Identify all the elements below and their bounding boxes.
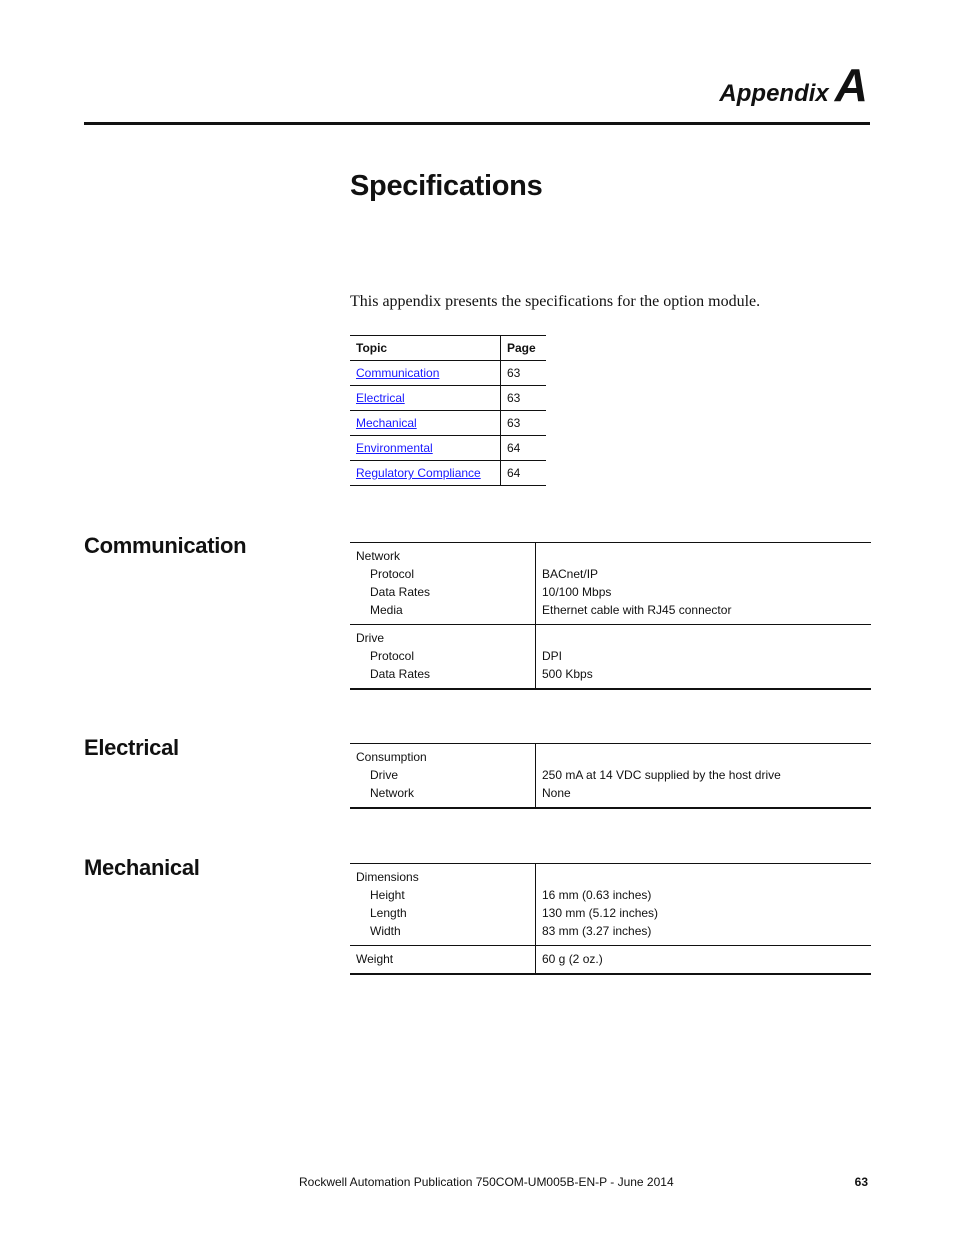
table-row xyxy=(350,461,546,486)
topic-page: 63 xyxy=(501,386,547,411)
topic-page: 64 xyxy=(501,436,547,461)
spec-item-value: 500 Kbps xyxy=(542,667,593,681)
appendix-letter: A xyxy=(834,59,868,111)
spec-item-label: Network xyxy=(370,786,415,800)
page-title: Specifications xyxy=(350,170,543,202)
intro-text: This appendix presents the specifications for the option module. xyxy=(350,293,761,310)
spec-item-label: Height xyxy=(370,888,405,902)
table-row xyxy=(350,744,871,809)
spec-item-label: Width xyxy=(370,924,401,938)
spec-item-value: DPI xyxy=(542,649,563,663)
spec-item-label: Data Rates xyxy=(370,667,431,681)
section-heading-communication: Communication xyxy=(84,533,247,558)
topic-table xyxy=(350,335,546,486)
topic-page: 63 xyxy=(501,361,547,386)
spec-item-value: 60 g (2 oz.) xyxy=(536,946,872,975)
topic-link-electrical[interactable]: Electrical xyxy=(356,391,405,405)
spec-group-label: Drive xyxy=(356,631,385,645)
appendix-word: Appendix xyxy=(719,80,829,107)
spec-item-value: BACnet/IP xyxy=(542,567,599,581)
spec-item-label: Data Rates xyxy=(370,585,431,599)
appendix-label xyxy=(719,58,868,112)
spec-item-value: 10/100 Mbps xyxy=(542,585,612,599)
page-header: Page xyxy=(501,336,547,361)
spec-group-label: Weight xyxy=(350,946,536,975)
topic-page: 63 xyxy=(501,411,547,436)
topic-link-mechanical[interactable]: Mechanical xyxy=(356,416,417,430)
communication-spec-table xyxy=(350,542,871,690)
header-rule xyxy=(84,122,870,125)
electrical-spec-table xyxy=(350,743,871,809)
publication-info: Rockwell Automation Publication 750COM-UM005B-EN-P - June 2014 xyxy=(299,1175,674,1189)
topic-table-header xyxy=(350,336,546,361)
topic-link-regulatory-compliance[interactable]: Regulatory Compliance xyxy=(356,466,481,480)
spec-item-value: 250 mA at 14 VDC supplied by the host drive xyxy=(542,768,781,782)
spec-item-label: Length xyxy=(370,906,407,920)
table-row xyxy=(350,543,871,625)
spec-group-label: Consumption xyxy=(356,750,427,764)
spec-item-value: 16 mm (0.63 inches) xyxy=(542,888,652,902)
page-number: 63 xyxy=(854,1175,868,1189)
spec-group-label: Dimensions xyxy=(356,870,419,884)
section-heading-electrical: Electrical xyxy=(84,735,179,760)
spec-item-value: None xyxy=(542,786,571,800)
spec-group-label: Network xyxy=(356,549,401,563)
spec-item-label: Protocol xyxy=(370,567,415,581)
spec-item-label: Drive xyxy=(370,768,399,782)
table-row xyxy=(350,411,546,436)
topic-page: 64 xyxy=(501,461,547,486)
table-row xyxy=(350,386,546,411)
table-row xyxy=(350,864,871,946)
table-row xyxy=(350,625,871,690)
spec-item-label: Media xyxy=(370,603,403,617)
topic-link-communication[interactable]: Communication xyxy=(356,366,440,380)
spec-item-value: 83 mm (3.27 inches) xyxy=(542,924,652,938)
section-heading-mechanical: Mechanical xyxy=(84,855,200,880)
spec-item-value: 130 mm (5.12 inches) xyxy=(542,906,659,920)
topic-header: Topic xyxy=(350,336,501,361)
spec-item-value: Ethernet cable with RJ45 connector xyxy=(542,603,732,617)
table-row xyxy=(350,436,546,461)
spec-item-label: Protocol xyxy=(370,649,415,663)
mechanical-spec-table xyxy=(350,863,871,975)
table-row xyxy=(350,946,871,975)
table-row xyxy=(350,361,546,386)
topic-link-environmental[interactable]: Environmental xyxy=(356,441,433,455)
